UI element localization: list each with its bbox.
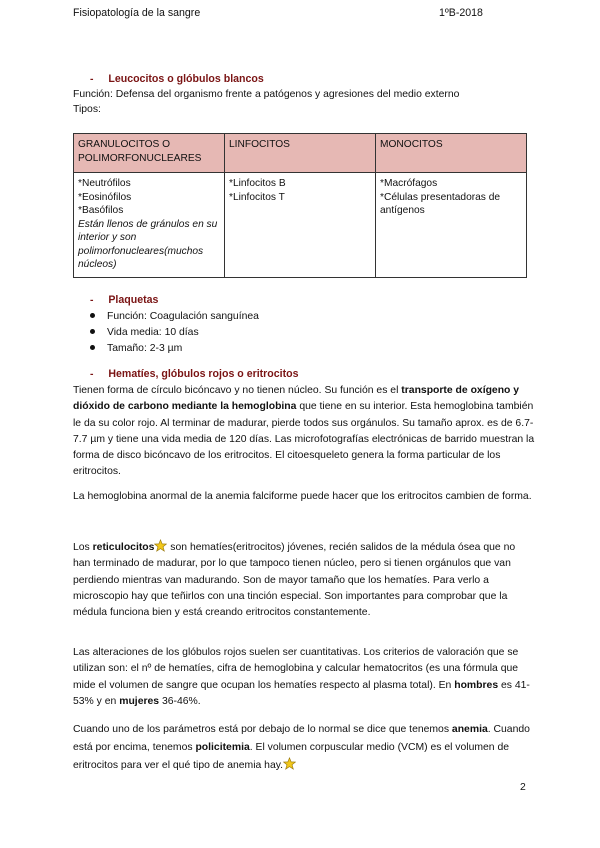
leucocitos-tipos: Tipos: <box>73 104 101 115</box>
bold-run: hombres <box>454 679 499 691</box>
list-item-text: Vida media: 10 días <box>107 327 199 338</box>
cell-note: Están llenos de gránulos en su interior y son polimorfonucleares(muchos núcleos) <box>78 218 218 270</box>
list-item <box>90 309 259 325</box>
cell-line: *Neutrófilos <box>78 178 131 189</box>
cell-line: *Basófilos <box>78 205 124 216</box>
table-row <box>74 173 527 278</box>
bold-run: reticulocitos <box>92 542 155 553</box>
bold-run: transporte de oxígeno y dióxido de carbono mediante la hemoglobina <box>73 385 520 413</box>
table-header-cell: LINFOCITOS <box>225 134 376 173</box>
section-title: Leucocitos o glóbulos blancos <box>108 73 264 85</box>
text-run: . El volumen corpuscular medio (VCM) es el volumen de eritrocitos para ver el qué tipo de anemia hay. <box>73 742 510 771</box>
list-item <box>90 341 182 357</box>
section-heading-plaquetas <box>90 294 158 306</box>
header-title: Fisiopatología de la sangre <box>73 7 201 19</box>
cell-line: *Linfocitos B <box>229 178 286 189</box>
list-item-text: Función: Coagulación sanguínea <box>107 311 259 322</box>
bullet-dot-icon <box>90 345 95 350</box>
bullet-dot-icon <box>90 313 95 318</box>
cell-line: *Macrófagos <box>380 178 438 189</box>
paragraph-alteraciones <box>73 645 535 710</box>
text-run: que tiene en su interior. Esta hemoglobina también le da su color rojo. Al terminar de madurar, pierde todos sus orgánulos. Su tamaño aprox. es de 6.7-7.7 µm y tiene una vida media de 120 días. Las microfotografías electrónicas de barrido muestran la forma de disco bicóncavo de los eritrocitos. El citoesqueleto genera la forma particular de los eritrocitos. <box>73 401 535 478</box>
text-run: Las alteraciones de los glóbulos rojos suelen ser cuantitativas. Los criterios de valoración que se utilizan son: el nº de hematíes, cifra de hemoglobina y calcular hematocritos (es una fórmula que mide el volumen de sangre que ocupan los hematíes respecto al plasma total). En <box>73 647 519 691</box>
star-icon <box>154 539 167 552</box>
section-title: Hematíes, glóbulos rojos o eritrocitos <box>108 368 299 380</box>
text-run: 36-46%. <box>159 695 201 707</box>
leucocitos-table <box>73 133 527 278</box>
bold-run: anemia <box>451 724 488 735</box>
text-run: Cuando uno de los parámetros está por debajo de lo normal se dice que tenemos <box>73 724 452 735</box>
paragraph-anemia <box>73 721 535 775</box>
dash-bullet: - <box>90 369 94 380</box>
table-header-row <box>74 134 527 173</box>
text-run: Los <box>73 542 93 553</box>
section-heading-leucocitos <box>90 73 264 85</box>
paragraph-hematies-2: La hemoglobina anormal de la anemia falciforme puede hacer que los eritrocitos cambien de forma. <box>73 491 532 502</box>
list-item <box>90 325 199 341</box>
bold-run: policitemia <box>195 742 250 753</box>
section-heading-hematies <box>90 368 299 380</box>
bullet-dot-icon <box>90 329 95 334</box>
table-header-cell: MONOCITOS <box>376 134 527 173</box>
table-header-cell: GRANULOCITOS O POLIMORFONUCLEARES <box>74 134 225 173</box>
dash-bullet: - <box>90 74 94 85</box>
table-cell-linfocitos <box>225 173 376 278</box>
list-item-text: Tamaño: 2-3 µm <box>107 343 183 354</box>
header-date: 1ºB-2018 <box>439 7 483 19</box>
cell-line: *Células presentadoras de antígenos <box>380 191 501 216</box>
page-number: 2 <box>520 782 526 793</box>
paragraph-reticulocitos <box>73 539 535 621</box>
table-cell-granulocitos <box>74 173 225 278</box>
paragraph-hematies-1 <box>73 383 535 481</box>
leucocitos-funcion: Función: Defensa del organismo frente a patógenos y agresiones del medio externo <box>73 89 460 100</box>
dash-bullet: - <box>90 295 94 306</box>
cell-line: *Linfocitos T <box>229 191 285 203</box>
text-run: . Cuando está por encima, tenemos <box>73 724 530 753</box>
section-title: Plaquetas <box>108 294 159 306</box>
text-run: son hematíes(eritrocitos) jóvenes, recién salidos de la médula ósea que no han terminado de madurar, por lo que tampoco tienen núcleo, pero si tienen orgánulos que van perdiendo mientras van madurando. Son de mayor tamaño que los hematíes. Para verlo a microscopio hay que teñirlos con una tinción especial. Son importantes para comprobar que la médula funciona bien y está creando eritrocitos constantemente. <box>73 542 516 619</box>
bold-run: mujeres <box>119 695 160 707</box>
text-run: es 41-53% y en <box>73 679 530 707</box>
table-cell-monocitos <box>376 173 527 278</box>
cell-line: *Eosinófilos <box>78 191 132 203</box>
text-run: Tienen forma de círculo bicóncavo y no tienen núcleo. Su función es el <box>73 385 402 396</box>
star-icon <box>283 757 296 770</box>
